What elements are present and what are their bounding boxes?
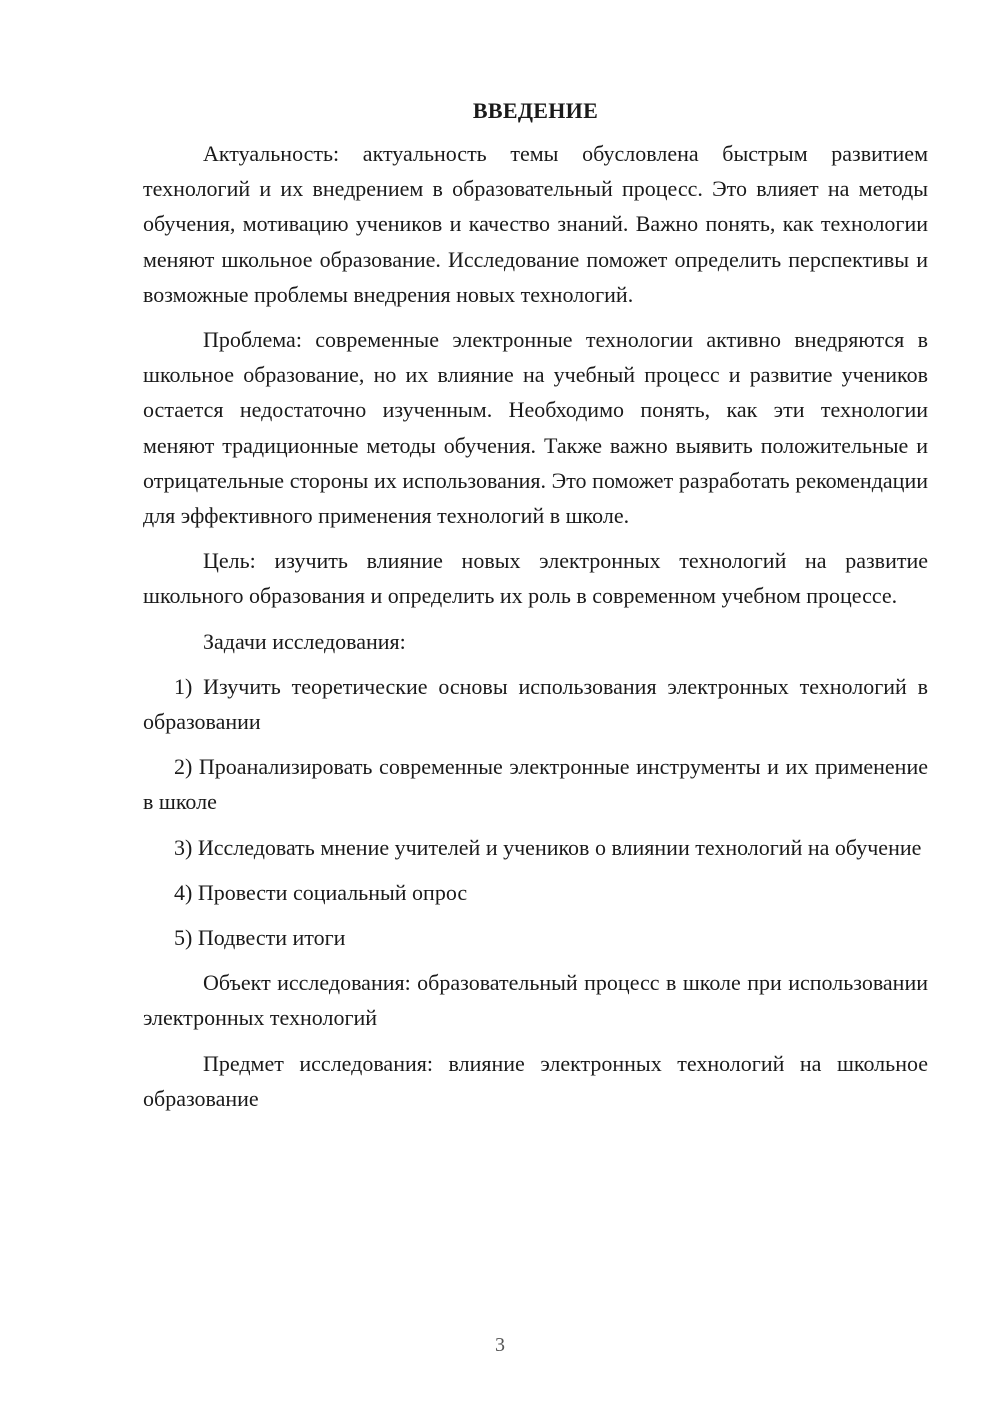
- page-number: 3: [495, 1334, 505, 1356]
- tasks-heading: Задачи исследования:: [203, 628, 406, 654]
- relevance-paragraph: Актуальность: актуальность темы обусловлена быстрым развитием технологий и их внедрением в образовательный процесс. Это влияет на методы обучения, мотивацию учеников и качество знаний. Важно понять, как технологии меняют школьное образование. Исследование поможет определить перспективы и возможные проблемы внедрения новых технологий.: [143, 141, 928, 307]
- task-item-1: 1) Изучить теоретические основы использования электронных технологий в образовании: [143, 673, 928, 735]
- document-page: [143, 96, 928, 1126]
- section-title: ВВЕДЕНИЕ: [472, 98, 599, 123]
- task-item-5: 5) Подвести итоги: [174, 925, 346, 951]
- object-paragraph: Объект исследования: образовательный процесс в школе при использовании электронных технологий: [143, 970, 928, 1031]
- task-item-3: 3) Исследовать мнение учителей и учеников о влиянии технологий на обучение: [174, 834, 922, 860]
- task-item-4: 4) Провести социальный опрос: [174, 879, 468, 905]
- subject-paragraph: Предмет исследования: влияние электронных технологий на школьное образование: [143, 1050, 928, 1111]
- task-item-2: 2) Проанализировать современные электронные инструменты и их применение в школе: [143, 754, 928, 815]
- goal-paragraph: Цель: изучить влияние новых электронных технологий на развитие школьного образования и определить их роль в современном учебном процессе.: [143, 548, 928, 609]
- problem-paragraph: Проблема: современные электронные технологии активно внедряются в школьное образование, но их влияние на учебный процесс и развитие учеников остается недостаточно изученным. Необходимо понять, как эти технологии меняют традиционные методы обучения. Также важно выявить положительные и отрицательные стороны их использования. Это поможет разработать рекомендации для эффективного применения технологий в школе.: [143, 327, 928, 529]
